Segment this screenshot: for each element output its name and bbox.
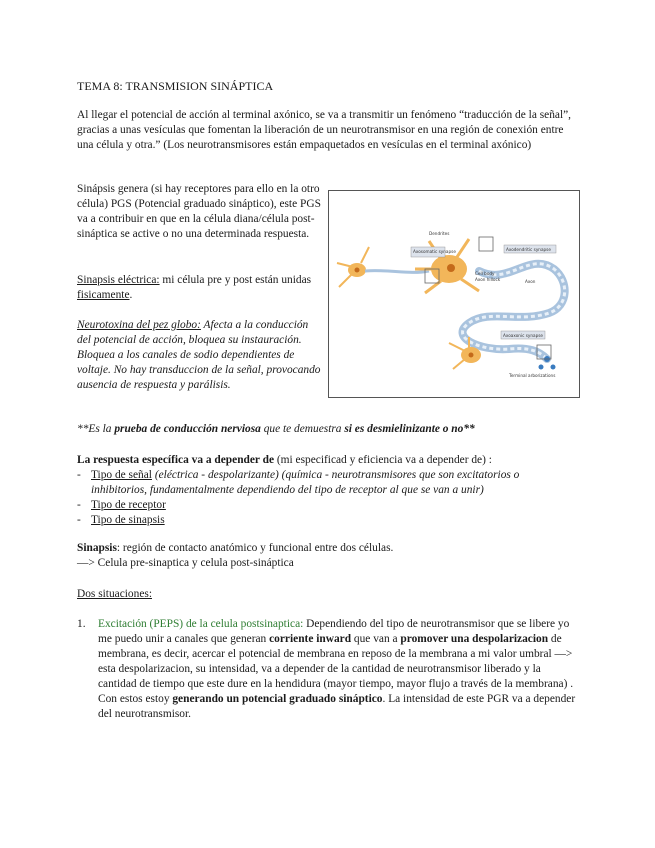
fig-label-axon-hillock: Axon hillock [475, 277, 501, 282]
definicion-text: : región de contacto anatómico y funcional entre dos células. [116, 542, 394, 554]
list-item-label: Tipo de receptor [91, 499, 166, 511]
list-item-extra-b: (química - neurotransmisores que son excitatorios o inhibitorios, fundamentalmente dependiendo del tipo de receptor al que se van a unir) [91, 469, 520, 496]
neuron-synapse-figure [328, 190, 580, 398]
definicion-bold: Sinapsis [77, 542, 117, 554]
fig-label-terminal-arborizations: Terminal arborizations [509, 373, 556, 378]
item-heading: Excitación (PEPS) de la celula postsinaptica: [98, 618, 304, 630]
item-text-1: Dependiendo del tipo de neurotransmisor que se libere yo me puedo unir a canales que generan [98, 618, 570, 645]
fig-label-dendrites: Dendrites [429, 231, 450, 236]
sinapsis-electrica-text-b: . [129, 289, 133, 301]
list-item [77, 468, 577, 498]
note-pre: **Es la [77, 423, 115, 435]
item-text-3: de membrana, es decir, acercar el potencial de membrana en reposo de la membrana a mi valor umbral —> esta despolarizacion, su intensidad, va a depender de la cantidad de neurotransmisor liberado y la cantidad de tiempo que este dure en la hendidura (mayor tiempo, mayor flujo a través de la membrana) . Con estos estoy [98, 633, 574, 705]
sinapsis-electrica-text-a: mi célula pre y post están unidas [159, 274, 312, 286]
dos-situaciones-heading: Dos situaciones: [77, 588, 152, 600]
item-body [98, 617, 577, 722]
list-item [77, 513, 577, 528]
note-paragraph [77, 422, 577, 437]
respuesta-bold: La respuesta específica va a depender de [77, 454, 275, 466]
neuron-illustration [329, 191, 579, 397]
list-item-label: Tipo de sinapsis [91, 514, 165, 526]
factor-list [77, 468, 577, 528]
item-number: 1. [77, 618, 86, 630]
list-item-extra-a: (eléctrica - despolarizante) [151, 469, 282, 481]
sinapsis-electrica-emph: fisicamente [77, 289, 130, 301]
item-bold-1: corriente inward [269, 633, 352, 645]
definicion-line2: —> Celula pre-sinaptica y celula post-sináptica [77, 557, 294, 569]
note-bold-1: prueba de conducción nerviosa [114, 423, 261, 435]
sinapsis-electrica-paragraph [77, 273, 322, 303]
page-title: TEMA 8: TRANSMISION SINÁPTICA [77, 79, 274, 93]
fig-label-axodendritic: Axodendritic synapse [506, 247, 551, 252]
neurotoxina-label: Neurotoxina del pez globo: [77, 319, 201, 331]
neurotoxina-paragraph [77, 318, 322, 393]
neurotoxina-text: Afecta a la conducción del potencial de acción, bloquea su instauración. Bloquea a los canales de sodio dependientes de voltaje. No hay transduccion de la señal, provocando ausencia de respuesta y parálisis. [77, 319, 321, 391]
fig-label-axon: Axon [525, 279, 536, 284]
note-bold-2: si es desmielinizante o no** [344, 423, 475, 435]
item-bold-2: promover una despolarizacion [400, 633, 549, 645]
fig-label-axosomatic: Axosomatic synapse [413, 249, 456, 254]
list-item-label: Tipo de señal [91, 469, 152, 481]
definicion-paragraph [77, 541, 577, 571]
fig-label-axoaxonic: Axoaxonic synapse [503, 333, 543, 338]
fig-label-cell-body: Cell body [475, 271, 495, 276]
sinapsis-electrica-label: Sinapsis eléctrica: [77, 274, 160, 286]
respuesta-text: (mi especificad y eficiencia va a depender de) : [274, 454, 492, 466]
note-mid: que te demuestra [260, 423, 345, 435]
respuesta-paragraph [77, 453, 577, 468]
list-item [77, 498, 577, 513]
numbered-item-1 [77, 617, 577, 722]
intro-paragraph: Al llegar el potencial de acción al terminal axónico, se va a transmitir un fenómeno “traducción de la señal”, gracias a unas vesículas que fomentan la liberación de un neurotransmisor en una región de conexión entre una célula y otra.” (Los neurotransmisores están empaquetados en vesículas en el terminal axónico) [77, 109, 572, 151]
sinapsis-genera-paragraph: Sinápsis genera (si hay receptores para ello en la otro célula) PGS (Potencial graduado sináptico), este PGS va a contribuir en que en la célula diana/célula post-sináptica se active o no una determinada respuesta. [77, 183, 321, 240]
item-text-4: . La intensidad de este PGR va a depender del neurotransmisor. [98, 693, 576, 720]
item-bold-3: generando un potencial graduado sináptico [172, 693, 383, 705]
item-text-2: que van a [351, 633, 401, 645]
